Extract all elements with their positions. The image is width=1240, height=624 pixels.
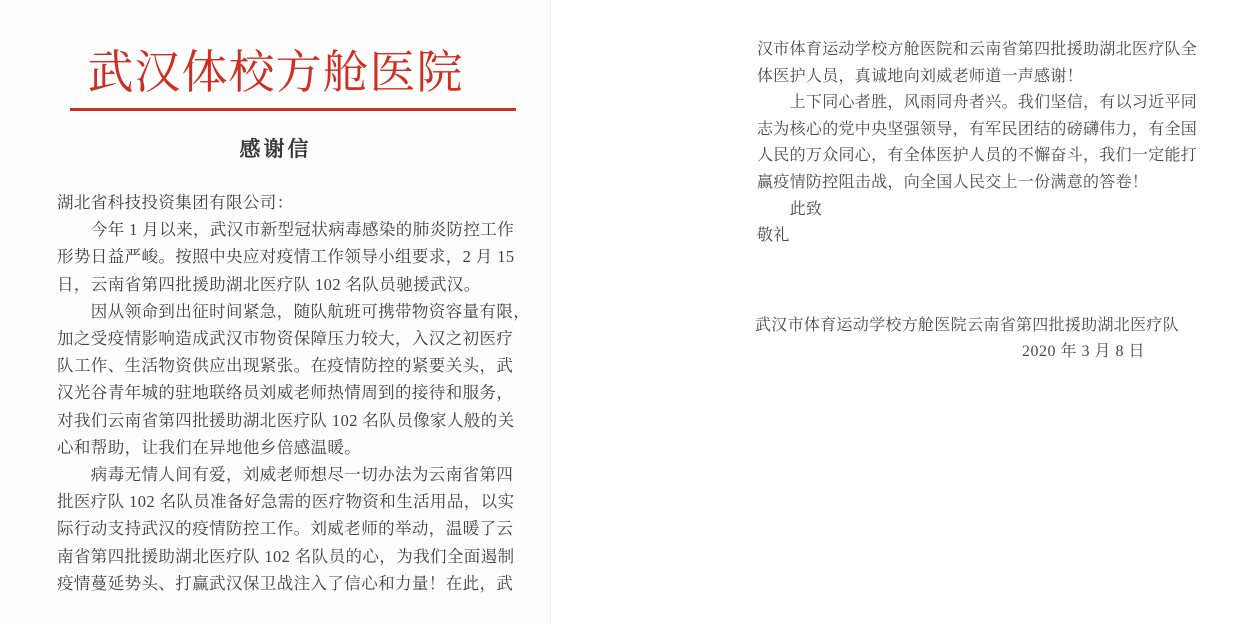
text-line: 南省第四批援助湖北医疗队 102 名队员的心，为我们全面遏制 bbox=[57, 546, 515, 566]
letterhead-title: 武汉体校方舱医院 bbox=[87, 47, 464, 98]
text-line: 际行动支持武汉的疫情防控工作。刘威老师的举动，温暖了云 bbox=[57, 519, 514, 539]
text-line: 此致 bbox=[757, 200, 823, 218]
letter-page-2 bbox=[551, 0, 1240, 624]
text-line: 批医疗队 102 名队员准备好急需的医疗物资和生活用品，以实 bbox=[57, 492, 515, 512]
page2-body bbox=[757, 37, 1198, 250]
text-line: 加之受疫情影响造成武汉市物资保障压力较大，入汉之初医疗 bbox=[57, 329, 514, 349]
text-line: 体医护人员，真诚地向刘威老师道一声感谢！ bbox=[757, 67, 1084, 85]
text-line: 心和帮助，让我们在异地他乡倍感温暖。 bbox=[57, 437, 362, 457]
text-line: 汉市体育运动学校方舱医院和云南省第四批援助湖北医疗队全 bbox=[757, 41, 1198, 58]
text-line: 日，云南省第四批援助湖北医疗队 102 名队员驰援武汉。 bbox=[57, 274, 481, 294]
text-line: 上下同心者胜，风雨同舟者兴。我们坚信，有以习近平同 bbox=[757, 94, 1198, 112]
letter-page-1 bbox=[0, 0, 551, 624]
signature-hospital: 武汉市体育运动学校方舱医院 bbox=[755, 317, 967, 334]
text-line: 赢疫情防控阻击战，向全国人民交上一份满意的答卷！ bbox=[757, 173, 1149, 191]
text-line: 队工作、生活物资供应出现紧张。在疫情防控的紧要关头，武 bbox=[57, 356, 514, 376]
text-line: 对我们云南省第四批援助湖北医疗队 102 名队员像家人般的关 bbox=[57, 410, 515, 430]
text-line: 病毒无情人间有爱，刘威老师想尽一切办法为云南省第四 bbox=[57, 465, 514, 485]
text-line: 湖北省科技投资集团有限公司： bbox=[57, 193, 294, 212]
text-line: 汉光谷青年城的驻地联络员刘威老师热情周到的接待和服务， bbox=[57, 383, 514, 403]
letter-title: 感谢信 bbox=[239, 138, 312, 161]
text-line: 敬礼 bbox=[757, 227, 790, 245]
page1-body bbox=[57, 189, 531, 597]
text-line: 今年 1 月以来，武汉市新型冠状病毒感染的肺炎防控工作 bbox=[57, 220, 515, 240]
signature-medical-team: 云南省第四批援助湖北医疗队 bbox=[967, 317, 1179, 334]
text-line: 疫情蔓延势头、打赢武汉保卫战注入了信心和力量！在此，武 bbox=[57, 573, 514, 593]
letterhead-rule bbox=[70, 108, 516, 111]
signature-row bbox=[755, 312, 1179, 339]
text-line: 形势日益严峻。按照中央应对疫情工作领导小组要求，2 月 15 bbox=[57, 247, 515, 267]
text-line: 人民的万众同心，有全体医护人员的不懈奋斗，我们一定能打 bbox=[757, 147, 1198, 165]
letter-date: 2020 年 3 月 8 日 bbox=[1021, 343, 1145, 360]
text-line: 因从领命到出征时间紧急，随队航班可携带物资容量有限， bbox=[57, 301, 531, 321]
text-line: 志为核心的党中央坚强领导，有军民团结的磅礴伟力，有全国 bbox=[757, 120, 1198, 138]
